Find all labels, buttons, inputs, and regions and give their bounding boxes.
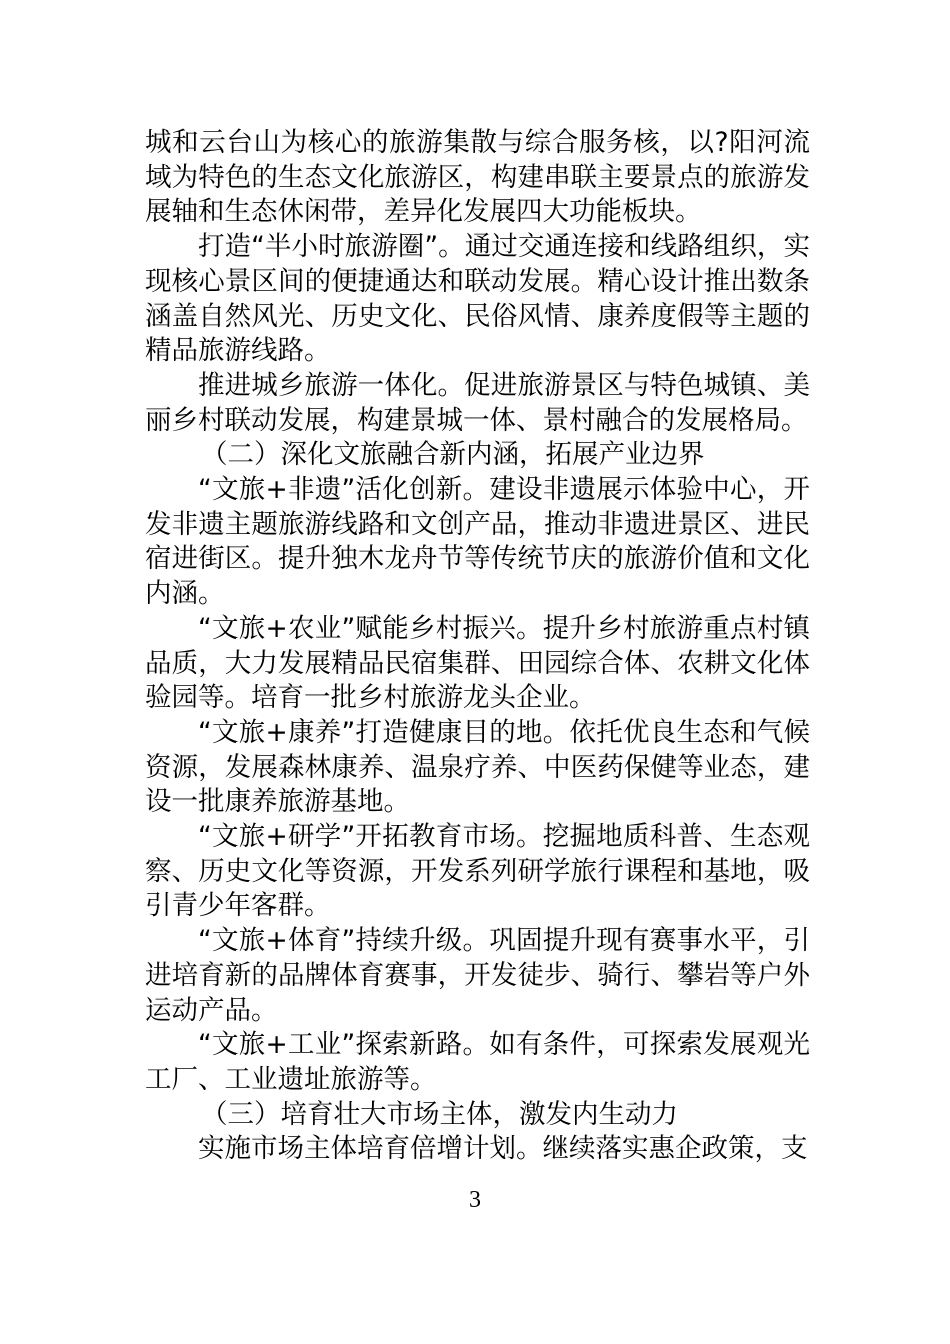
page-number: 3 <box>469 1187 481 1213</box>
paragraph-culture-study-tours: “文旅+研学”开拓教育市场。挖掘地质科普、生态观察、历史文化等资源，开发系列研学旅行课程和基地，吸引青少年客群。 <box>145 821 810 922</box>
body-text <box>145 126 810 1167</box>
paragraph-culture-wellness: “文旅+康养”打造健康目的地。依托优良生态和气候资源，发展森林康养、温泉疗养、中医药保健等业态，建设一批康养旅游基地。 <box>145 716 810 818</box>
section-heading-3: （三）培育壮大市场主体，激发内生动力 <box>201 1098 678 1130</box>
paragraph-culture-industry: “文旅+工业”探索新路。如有条件，可探索发展观光工厂、工业遗址旅游等。 <box>145 1029 810 1095</box>
section-heading-2: （二）深化文旅融合新内涵，拓展产业边界 <box>201 439 705 471</box>
paragraph-culture-agriculture: “文旅+农业”赋能乡村振兴。提升乡村旅游重点村镇品质，大力发展精品民宿集群、田园综合体、农耕文化体验园等。培育一批乡村旅游龙头企业。 <box>145 612 810 714</box>
paragraph-continuation: 城和云台山为核心的旅游集散与综合服务核，以?阳河流域为特色的生态文化旅游区，构建串联主要景点的旅游发展轴和生态休闲带，差异化发展四大功能板块。 <box>145 127 810 228</box>
paragraph-culture-sports: “文旅+体育”持续升级。巩固提升现有赛事水平，引进培育新的品牌体育赛事，开发徒步、骑行、攀岩等户外运动产品。 <box>145 925 810 1026</box>
paragraph-market-entity-cultivation: 实施市场主体培育倍增计划。继续落实惠企政策，支 <box>198 1133 808 1165</box>
paragraph-culture-intangible-heritage: “文旅+非遗”活化创新。建设非遗展示体验中心，开发非遗主题旅游线路和文创产品，推动非遗进景区、进民宿进街区。提升独木龙舟节等传统节庆的旅游价值和文化内涵。 <box>145 474 810 610</box>
paragraph-half-hour-tourism-circle: 打造“半小时旅游圈”。通过交通连接和线路组织，实现核心景区间的便捷通达和联动发展。精心设计推出数条涵盖自然风光、历史文化、民俗风情、康养度假等主题的精品旅游线路。 <box>145 231 810 367</box>
paragraph-urban-rural-integration: 推进城乡旅游一体化。促进旅游景区与特色城镇、美丽乡村联动发展，构建景城一体、景村融合的发展格局。 <box>145 369 810 436</box>
